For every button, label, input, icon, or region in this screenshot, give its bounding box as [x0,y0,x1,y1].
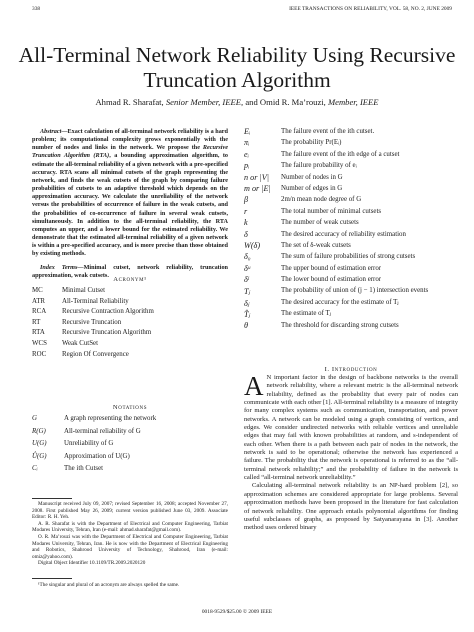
acronym-expansion: All-Terminal Reliability [62,297,129,305]
notation-symbol: R(G) [32,427,46,435]
symbol-definition: Number of nodes in G [281,173,343,181]
notation-row [32,428,156,441]
symbol: m or |E| [244,183,271,193]
acronym-expansion: Region Of Convergence [62,350,129,358]
symbol-row [244,286,458,297]
acronym-row [32,287,154,298]
intro-body [244,371,458,533]
notation-symbol: Û(G) [32,452,47,460]
title-line-2: Truncation Algorithm [143,68,331,92]
symbol-definition: 2m/n mean node degree of G [281,196,362,204]
footnote-rule [32,498,72,499]
footnote-acronym: ¹The singular and plural of an acronym are always spelled the same. [38,582,180,588]
notation-symbol: Cᵢ [32,465,38,473]
acronym-row [32,351,154,362]
acronym-abbr: RT [32,318,41,326]
footnote-doi: Digital Object Identifier 10.1109/TR.2009.2020120 [38,560,146,567]
acronym-abbr: ATR [32,297,46,305]
notation-row [32,453,156,466]
symbol-definition: The threshold for discarding strong cutsets [281,321,399,329]
symbol: r [244,206,248,216]
symbol-definition: The failure probability of eᵢ [281,162,357,170]
acronym-row [32,308,154,319]
symbol: Eᵢ [244,127,251,136]
author-line [0,97,474,107]
symbol-row [244,321,458,332]
footnote-rule-2 [32,578,72,579]
drop-cap: A [244,371,264,401]
title-line-1: All-Terminal Network Reliability Using Recursive [18,43,456,67]
notation-meaning: Unreliability of G [64,440,114,448]
author-2: Omid R. Ma’rouzi, [259,97,326,107]
symbol-row [244,275,458,286]
acronym-row [32,340,154,351]
symbol-definition: The lower bound of estimation error [281,276,382,284]
author-conjunction: and [245,97,258,107]
symbol: W(δ) [244,240,261,250]
notation-heading: Notations [112,404,148,411]
abstract-label: Abstract— [40,128,68,135]
intro-paragraph-2: Calculating all-terminal network reliability is an NP-hard problem [2], so approximation schemes are considered appropriate for large problems. Several approximation methods have been proposed in the literature for fast calculation of network reliability. One approach entails polynomial algorithms for finding useful subclasses of graphs, as proposed by Satyanarayana in [3]. Another method uses ordered binary [244,482,458,532]
acronym-abbr: WCS [32,339,47,347]
footnote-author-1: A. R. Sharafat is with the Department of Electrical and Computer Engineering, Tarbiat Modares University, Tehran, Iran (e-mail: ahmad.sharafat@gmail.com). [32,520,228,534]
footnote-author-2: O. R. Ma’rouzi was with the Department of Electrical and Computer Engineering, Tarbiat Modares University, Tehran, Iran. He is now with the Department of Electrical Engineering and Robotics, Shahrood University of Technology, Shahrood, Iran (e-mail: omiz@yahoo.com). [32,533,228,560]
notation-symbol: U(G) [32,440,47,448]
author-1: Ahmad R. Sharafat, [95,97,164,107]
symbol: n or |V| [244,172,269,182]
index-terms-text: Minimal cutset, network reliability, truncation approximation, weak cutsets. [32,263,228,279]
symbol-row [244,138,458,149]
symbol: eᵢ [244,149,249,159]
symbol-definition: Number of edges in G [281,184,343,192]
symbol: k [244,218,248,228]
acronym-abbr: RTA [32,329,45,337]
acronym-heading: Acronym¹ [113,276,147,283]
author-2-title: Member, IEEE [327,97,379,107]
symbol-definition: The total number of minimal cutsets [281,207,382,215]
symbol-definition: The sum of failure probabilities of strong cutsets [281,253,416,261]
acronym-row [32,319,154,330]
notation-meaning: The ith Cutset [64,465,104,473]
symbol-definition: The desired accuracy for the estimate of Tⱼ [281,298,399,306]
symbol-definition: The failure event of the ith cutset. [281,128,375,135]
copyright-line: 0018-9529/$25.00 © 2009 IEEE [201,609,273,615]
symbol-definition: The failure event of the ith edge of a cutset [281,150,400,158]
symbol: δˡ [244,275,249,285]
acronym-abbr: ROC [32,350,47,358]
notation-row [32,415,156,428]
notation-meaning: A graph representing the network [64,415,157,422]
symbol-row [244,252,458,263]
symbol-row [244,309,458,320]
acronym-expansion: Recursive Truncation [62,318,122,326]
notation-symbol: G [32,415,37,422]
notation-meaning: All-terminal reliability of G [64,427,141,435]
intro-paragraph-1: N important factor in the design of backbone networks is the overall network reliability, where a relevant metric is the all-terminal network reliability, defined as the probability that every pair of nodes can communicate with each other [1]. All-terminal reliability is a measure of integrity for many complex systems such as communication, transportation, and power networks. A network can be modeled using a graph consisting of vertices, and edges. We consider undirected networks with reliable vertices and unreliable edges that may fail with known probabilities at random, and s-independent of each other. When there is a path between each pair of nodes in the network, the network is said to be operational; otherwise the network has experienced a failure. The probability that the network is operational is referred to as the “all-terminal network reliability;” and the probability of failure in the network is called “all-terminal network unreliability.” [244,374,458,482]
acronym-section [32,276,228,361]
acronym-expansion: Recursive Truncation Algorithm [62,329,152,337]
abstract-rta: Recursive Truncation Algorithm (RTA) [32,144,229,160]
symbol-row [244,184,458,195]
symbol-definition: The set of δ-weak cutsets [281,241,351,249]
symbol-definition: The probability of union of (j − 1) intersection events [281,287,429,295]
symbol-definition: The probability Pr(Eᵢ) [281,139,342,147]
symbol-definition: The desired accuracy of reliability estimation [281,230,406,238]
symbol: δⱼ [244,298,250,308]
abstract [32,128,228,280]
notation-meaning: Approximation of U(G) [64,452,130,460]
paper-title [0,43,474,93]
footnote-received: Manuscript received July 09, 2007; revised September 16, 2008; accepted November 27, 2008. First published May 26, 2009; current version published June 03, 2009. Associate Editor: R. H. Yeh. [32,501,228,521]
symbol: δ₀ [244,252,251,262]
index-terms-label: Index Terms— [40,263,84,271]
acronym-abbr: RCA [32,308,47,316]
symbol: β [244,195,249,205]
acronym-expansion: Weak CutSet [62,339,98,347]
acronym-table [32,287,154,361]
symbol-row [244,241,458,252]
symbol: δᵘ [244,263,251,273]
notation-row [32,440,156,453]
page-number: 338 [32,6,41,12]
symbol-row [244,298,458,309]
symbol-definition: The number of weak cutsets [281,219,359,227]
acronym-abbr: MC [32,287,43,294]
notation-row [32,465,156,478]
symbol-row [244,264,458,275]
symbol-row [244,230,458,241]
symbol-row [244,195,458,206]
symbol-row [244,207,458,218]
symbol-definition: The estimate of Tⱼ [281,310,331,318]
symbol: T̂ⱼ [244,310,250,320]
symbol: Tⱼ [244,287,250,297]
journal-name: IEEE TRANSACTIONS ON RELIABILITY, VOL. 58, NO. 2, JUNE 2009 [289,6,452,12]
notation-section [32,404,228,478]
author-1-title: Senior Member, IEEE, [165,97,244,107]
symbol-definition: The upper bound of estimation error [281,264,382,272]
symbol-row [244,127,458,138]
abstract-text-2: , a bounding approximation algorithm, to estimate the all-terminal reliability of a given network with a pre-specified accuracy. RTA scans all minimal cutsets of the graph representing the network, and finds the weak cutsets of the graph by comparing failure probabilities of cutsets to an adaptive threshold which depends on the approximation accuracy. We calculate the unreliability of the network versus the probabilities of occurrence of failure in the weak cutsets, and the probabilities of co-occurrence of failure in several weak cutsets, simultaneously. In addition to the all-terminal reliability, the RTA computes an upper, and a lower bound for the estimated reliability. We demonstrate that the estimated all-terminal reliability of a given network is within a pre-specified accuracy, and is more precise than those obtained by existing methods. [32,152,228,258]
symbol: δ [244,229,248,239]
acronym-expansion: Recursive Contraction Algorithm [62,308,154,316]
acronym-row [32,298,154,309]
acronym-row [32,329,154,340]
footnotes [32,501,228,567]
abstract-text-1: Exact calculation of all-terminal network reliability is a hard problem; its computational complexity grows exponentially with the number of nodes and links in the network. We propose the [32,128,228,152]
acronym-expansion: Minimal Cutset [62,287,106,294]
running-header [32,6,452,16]
symbol: θ [244,320,249,330]
intro-heading: I. Introduction [324,366,378,373]
symbol-row [244,218,458,229]
symbol-row [244,161,458,172]
symbol: pᵢ [244,161,250,171]
symbol: πᵢ [244,138,250,148]
notation-table [32,415,156,478]
symbol-row [244,150,458,161]
symbol-list [244,127,458,332]
symbol-row [244,173,458,184]
